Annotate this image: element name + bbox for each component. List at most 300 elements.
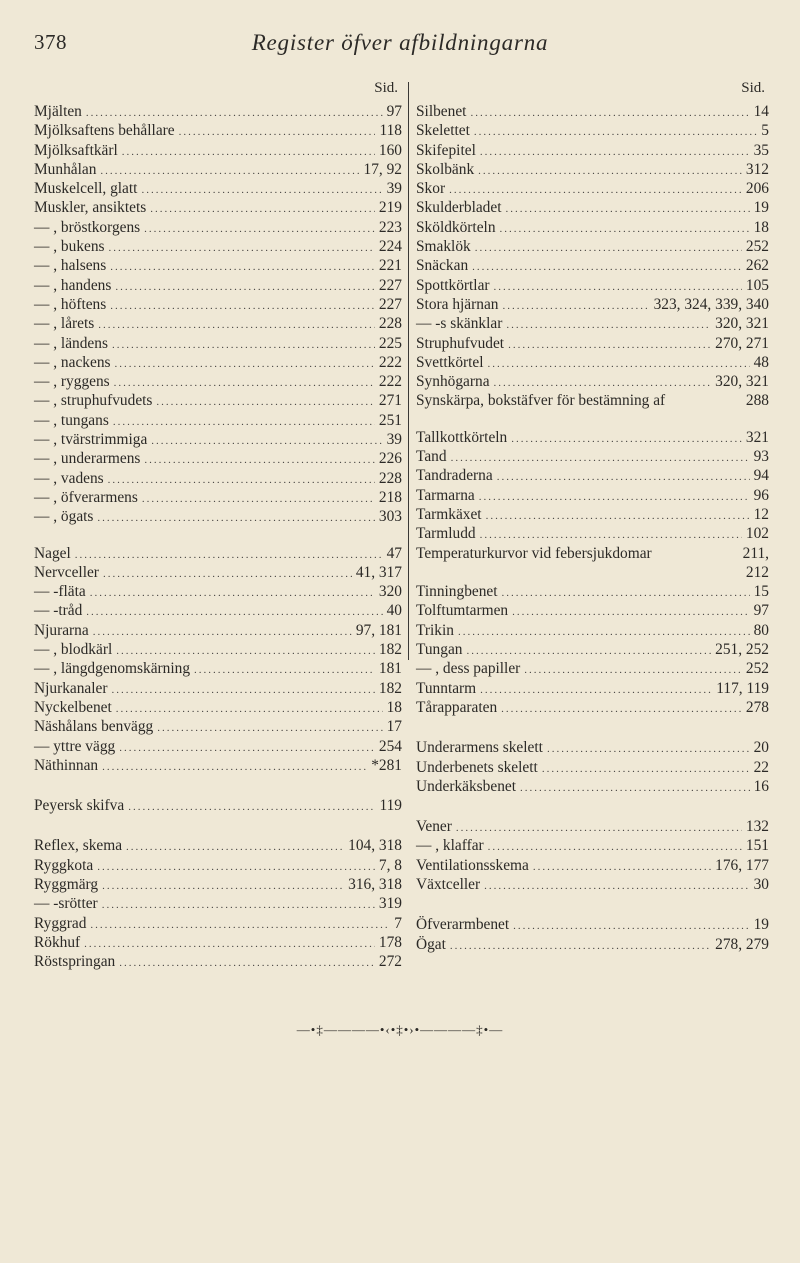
entry-term: — , bröstkorgens: [34, 218, 141, 236]
dot-leader: [119, 954, 375, 973]
entry-pages: 19: [753, 916, 769, 934]
dot-leader: [97, 509, 374, 528]
index-entry: [34, 449, 402, 468]
entry-pages: 262: [745, 257, 769, 275]
index-entry: [416, 856, 769, 875]
entry-pages: 211,: [742, 544, 769, 562]
entry-pages: 221: [378, 257, 402, 275]
entry-pages: 320, 321: [715, 373, 769, 391]
index-entry: [416, 218, 769, 237]
dot-leader: [488, 355, 750, 374]
dot-leader: [115, 355, 375, 374]
section-gap: [34, 815, 402, 836]
entry-pages: 222: [378, 353, 402, 371]
entry-pages: 119: [379, 797, 402, 815]
index-entry: [34, 411, 402, 430]
index-entry: [416, 447, 769, 466]
index-entry: [416, 121, 769, 140]
dot-leader: [122, 143, 375, 162]
index-list-left: [34, 102, 402, 971]
entry-pages: 39: [386, 431, 402, 449]
dot-leader: [497, 468, 750, 487]
dot-leader: [547, 740, 750, 759]
entry-pages: 228: [378, 315, 402, 333]
entry-pages: 288: [745, 392, 769, 410]
entry-term: Mjälten: [34, 103, 82, 120]
index-entry: [34, 856, 402, 875]
index-entry: [416, 524, 769, 543]
dot-leader: [480, 681, 712, 700]
dot-leader: [110, 297, 375, 316]
entry-pages: 182: [378, 679, 402, 697]
dot-leader: [508, 336, 711, 355]
index-entry: [416, 237, 769, 256]
entry-pages: 16: [753, 777, 769, 795]
dot-leader: [112, 681, 375, 700]
dot-leader: [520, 779, 750, 798]
section-gap: [416, 894, 769, 915]
entry-pages: 132: [745, 818, 769, 836]
index-entry: [34, 276, 402, 295]
index-entry: [416, 817, 769, 836]
entry-pages: 12: [753, 505, 769, 523]
index-entry: [416, 428, 769, 447]
page-number: 378: [34, 30, 67, 54]
entry-term: — , tvärstrimmiga: [34, 431, 148, 449]
dot-leader: [102, 877, 344, 896]
entry-pages: 160: [378, 141, 402, 159]
entry-pages: 272: [378, 953, 402, 971]
entry-pages: 96: [753, 486, 769, 504]
entry-term: Ryggkota: [34, 856, 94, 874]
entry-pages: 225: [378, 334, 402, 352]
entry-term: Tallkottkörteln: [416, 428, 508, 446]
entry-pages: 270, 271: [715, 334, 769, 352]
index-entry: [34, 179, 402, 198]
column-heading-sid: Sid.: [741, 80, 765, 96]
entry-pages: 251, 252: [715, 641, 769, 659]
index-entry: [416, 141, 769, 160]
entry-pages: 212: [745, 563, 769, 581]
entry-pages: 7: [394, 914, 402, 932]
index-entry: [34, 894, 402, 913]
entry-term: — , ögats: [34, 508, 94, 526]
entry-pages: 102: [745, 525, 769, 543]
index-entry: [416, 486, 769, 505]
entry-term: Tarmarna: [416, 486, 475, 504]
entry-term: Synhögarna: [416, 373, 490, 391]
index-entry: [34, 563, 402, 582]
index-entry: [34, 875, 402, 894]
entry-term: Peyersk skifva: [34, 797, 125, 815]
entry-pages: 252: [745, 238, 769, 256]
entry-pages: 19: [753, 199, 769, 217]
dot-leader: [470, 104, 749, 123]
dot-leader: [93, 623, 352, 642]
index-entry: [416, 544, 769, 563]
dot-leader: [97, 858, 375, 877]
index-entry: [34, 121, 402, 140]
entry-pages: 320, 321: [715, 315, 769, 333]
entry-pages: 47: [386, 544, 402, 562]
entry-term: — , ländens: [34, 334, 108, 352]
entry-term: Ögat: [416, 935, 446, 953]
dot-leader: [479, 488, 750, 507]
entry-term: Ventilationsskema: [416, 856, 529, 874]
index-entry: [416, 582, 769, 601]
dot-leader: [506, 316, 711, 335]
entry-pages: 224: [378, 238, 402, 256]
entry-term: — , bukens: [34, 238, 105, 256]
index-entry: [416, 256, 769, 275]
index-entry: [416, 295, 769, 314]
entry-term: — , blodkärl: [34, 641, 113, 659]
entry-pages: 35: [753, 141, 769, 159]
index-entry: [416, 102, 769, 121]
entry-pages: 227: [378, 295, 402, 313]
index-entry: [34, 621, 402, 640]
dot-leader: [458, 623, 750, 642]
dot-leader: [128, 798, 375, 817]
index-entry: [34, 582, 402, 601]
dot-leader: [478, 162, 742, 181]
dot-leader: [533, 858, 711, 877]
entry-term: Njurkanaler: [34, 679, 108, 697]
index-entry: [416, 276, 769, 295]
entry-pages: 118: [379, 122, 402, 140]
dot-leader: [480, 143, 750, 162]
dot-leader: [156, 393, 374, 412]
dot-leader: [511, 430, 742, 449]
index-entry: [416, 738, 769, 757]
entry-pages: 151: [745, 837, 769, 855]
entry-term: Stora hjärnan: [416, 295, 499, 313]
dot-leader: [512, 603, 750, 622]
dot-leader: [194, 661, 375, 680]
index-entry: [34, 914, 402, 933]
entry-term: Tand: [416, 448, 447, 466]
entry-term: Ryggmärg: [34, 875, 99, 893]
dot-leader: [115, 278, 375, 297]
entry-term: Nyckelbenet: [34, 698, 112, 716]
section-gap: [416, 717, 769, 738]
entry-term: Mjölksaftkärl: [34, 141, 118, 159]
dot-leader: [179, 123, 376, 142]
entry-pages: 251: [378, 411, 402, 429]
section-gap: [416, 796, 769, 817]
entry-term: — , höftens: [34, 295, 107, 313]
index-entry: [416, 915, 769, 934]
entry-pages: 223: [378, 218, 402, 236]
dot-leader: [114, 374, 375, 393]
dot-leader: [542, 760, 750, 779]
entry-pages: 178: [378, 933, 402, 951]
index-entry: [416, 659, 769, 678]
entry-pages: 17: [386, 718, 402, 736]
entry-pages: *281: [371, 756, 402, 774]
index-entry: [34, 698, 402, 717]
entry-term: Spottkörtlar: [416, 276, 490, 294]
entry-pages: 252: [745, 660, 769, 678]
entry-pages: 323, 324, 339, 340: [653, 295, 769, 313]
entry-term: — -srötter: [34, 895, 98, 913]
entry-pages: 20: [753, 739, 769, 757]
end-ornament: —•‡————•‹•‡•›•————‡•—: [296, 1022, 504, 1037]
entry-pages: 312: [745, 160, 769, 178]
index-entry: [416, 198, 769, 217]
entry-term: Växtceller: [416, 875, 481, 893]
dot-leader: [108, 471, 375, 490]
entry-term: Muskelcell, glatt: [34, 180, 138, 198]
entry-pages: 227: [378, 276, 402, 294]
entry-pages: 226: [378, 450, 402, 468]
column-divider: [408, 82, 409, 660]
dot-leader: [150, 200, 375, 219]
dot-leader: [451, 449, 750, 468]
entry-term: Underbenets skelett: [416, 758, 538, 776]
entry-pages: 117, 119: [716, 679, 769, 697]
dot-leader: [98, 316, 375, 335]
dot-leader: [100, 162, 359, 181]
entry-pages: 18: [386, 698, 402, 716]
entry-term: Skelettet: [416, 122, 470, 140]
entry-term: Näshålans benvägg: [34, 718, 154, 736]
dot-leader: [84, 935, 375, 954]
entry-pages: 94: [753, 467, 769, 485]
index-entry: [34, 295, 402, 314]
dot-leader: [103, 565, 352, 584]
entry-pages: 320: [378, 583, 402, 601]
entry-pages: 41, 317: [355, 563, 402, 581]
dot-leader: [141, 181, 382, 200]
entry-pages: 97: [386, 103, 402, 120]
entry-pages: 228: [378, 469, 402, 487]
index-entry: [416, 353, 769, 372]
index-entry: [34, 237, 402, 256]
entry-term: — , klaffar: [416, 837, 484, 855]
entry-term: Tungan: [416, 641, 463, 659]
index-column-left: [34, 80, 402, 971]
entry-pages: 278, 279: [715, 935, 769, 953]
entry-term: Nagel: [34, 544, 71, 562]
entry-pages: 206: [745, 180, 769, 198]
dot-leader: [75, 546, 383, 565]
entry-pages: 181: [378, 660, 402, 678]
entry-term: Vener: [416, 818, 452, 836]
entry-pages: 5: [761, 122, 769, 140]
index-entry: [416, 160, 769, 179]
dot-leader: [116, 700, 383, 719]
index-entry: [416, 334, 769, 353]
entry-pages: 97: [753, 602, 769, 620]
index-entry: [34, 469, 402, 488]
entry-pages: 14: [753, 103, 769, 120]
index-entry: [416, 372, 769, 391]
index-entry: [34, 679, 402, 698]
index-list-right: [416, 102, 769, 954]
index-entry: [416, 314, 769, 333]
entry-term: Näthinnan: [34, 756, 99, 774]
entry-pages: 222: [378, 373, 402, 391]
index-entry: [34, 601, 402, 620]
dot-leader: [102, 758, 367, 777]
dot-leader: [524, 661, 742, 680]
entry-term: Mjölksaftens behållare: [34, 122, 175, 140]
entry-pages: 321: [745, 428, 769, 446]
dot-leader: [505, 200, 749, 219]
entry-pages: 218: [378, 488, 402, 506]
entry-term: — , vadens: [34, 469, 104, 487]
index-entry: [34, 430, 402, 449]
index-entry: [416, 466, 769, 485]
index-entry: [416, 505, 769, 524]
entry-term: Silbenet: [416, 103, 467, 120]
entry-pages: 104, 318: [348, 837, 402, 855]
dot-leader: [113, 413, 375, 432]
dot-leader: [502, 297, 649, 316]
index-entry: [34, 334, 402, 353]
entry-term: Skulderbladet: [416, 199, 502, 217]
index-entry: [416, 875, 769, 894]
entry-term: Trikin: [416, 621, 454, 639]
index-entry: [34, 836, 402, 855]
entry-pages: 30: [753, 875, 769, 893]
entry-pages: 40: [386, 602, 402, 620]
index-entry: [416, 758, 769, 777]
index-entry: [34, 160, 402, 179]
entry-term: Reflex, skema: [34, 837, 123, 855]
section-gap: [416, 411, 769, 428]
dot-leader: [102, 896, 375, 915]
index-entry: [416, 836, 769, 855]
dot-leader: [486, 507, 750, 526]
index-entry: [34, 640, 402, 659]
entry-term: Skolbänk: [416, 160, 475, 178]
entry-term: — , underarmens: [34, 450, 141, 468]
entry-term: — , lårets: [34, 315, 95, 333]
entry-term: — yttre vägg: [34, 737, 116, 755]
dot-leader: [86, 603, 382, 622]
entry-term: Temperaturkurvor vid febersjukdomar: [416, 544, 652, 562]
entry-term: Röstspringan: [34, 953, 116, 971]
entry-pages: 278: [745, 698, 769, 716]
dot-leader: [144, 451, 374, 470]
entry-term: Tinningbenet: [416, 583, 498, 601]
entry-term: — , dess papiller: [416, 660, 521, 678]
running-title: Register öfver afbildningarna: [251, 30, 549, 55]
entry-term: Underkäksbenet: [416, 777, 517, 795]
entry-pages: 17, 92: [363, 160, 402, 178]
dot-leader: [144, 220, 375, 239]
index-entry: [34, 488, 402, 507]
entry-term: Sköldkörteln: [416, 218, 496, 236]
entry-term: Skor: [416, 180, 446, 198]
entry-pages: 18: [753, 218, 769, 236]
section-gap: [34, 775, 402, 796]
entry-term: Munhålan: [34, 160, 97, 178]
entry-term: Skifepitel: [416, 141, 476, 159]
index-entry: [34, 659, 402, 678]
entry-term: Synskärpa, bokstäfver för bestämning af: [416, 392, 666, 410]
dot-leader: [126, 838, 344, 857]
dot-leader: [109, 239, 375, 258]
entry-term: — -s skänklar: [416, 315, 503, 333]
entry-term: Underarmens skelett: [416, 739, 543, 757]
index-entry: [34, 717, 402, 736]
index-entry: [34, 544, 402, 563]
entry-pages: 303: [378, 508, 402, 526]
dot-leader: [472, 258, 742, 277]
entry-pages: 39: [386, 180, 402, 198]
entry-term: — , halsens: [34, 257, 107, 275]
index-entry: [34, 218, 402, 237]
index-entry: [416, 563, 769, 582]
entry-pages: 105: [745, 276, 769, 294]
dot-leader: [475, 239, 742, 258]
entry-term: Nervceller: [34, 563, 99, 581]
entry-term: Tårapparaten: [416, 698, 498, 716]
index-entry: [416, 640, 769, 659]
dot-leader: [142, 490, 375, 509]
index-entry: [34, 756, 402, 775]
entry-term: Ryggrad: [34, 914, 87, 932]
index-entry: [34, 507, 402, 526]
dot-leader: [501, 700, 742, 719]
entry-term: Tandraderna: [416, 467, 493, 485]
entry-pages: 80: [753, 621, 769, 639]
index-entry: [34, 391, 402, 410]
index-entry: [416, 679, 769, 698]
entry-term: Struphufvudet: [416, 334, 505, 352]
dot-leader: [450, 937, 711, 956]
index-entry: [34, 353, 402, 372]
index-entry: [416, 777, 769, 796]
entry-term: Muskler, ansiktets: [34, 199, 147, 217]
entry-pages: 254: [378, 737, 402, 755]
entry-pages: 182: [378, 641, 402, 659]
index-entry: [34, 952, 402, 971]
index-entry: [416, 601, 769, 620]
dot-leader: [456, 819, 742, 838]
entry-pages: 316, 318: [348, 875, 402, 893]
index-entry: [416, 698, 769, 717]
index-entry: [416, 391, 769, 410]
index-entry: [34, 796, 402, 815]
dot-leader: [502, 584, 750, 603]
dot-leader: [157, 719, 382, 738]
entry-pages: 219: [378, 199, 402, 217]
column-heading-sid: Sid.: [374, 80, 398, 96]
index-entry: [34, 256, 402, 275]
entry-term: — , handens: [34, 276, 112, 294]
page-header: [0, 30, 800, 60]
entry-pages: 319: [378, 895, 402, 913]
index-column-right: [416, 80, 769, 954]
entry-pages: 22: [753, 758, 769, 776]
dot-leader: [474, 123, 757, 142]
entry-term: — , ryggens: [34, 373, 110, 391]
entry-term: — , struphufvudets: [34, 392, 153, 410]
dot-leader: [500, 220, 750, 239]
entry-pages: 15: [753, 583, 769, 601]
entry-pages: 7, 8: [378, 856, 402, 874]
index-entry: [416, 935, 769, 954]
entry-term: — -fläta: [34, 583, 86, 601]
dot-leader: [484, 877, 750, 896]
entry-term: Öfverarmbenet: [416, 916, 510, 934]
dot-leader: [119, 739, 375, 758]
index-entry: [34, 372, 402, 391]
